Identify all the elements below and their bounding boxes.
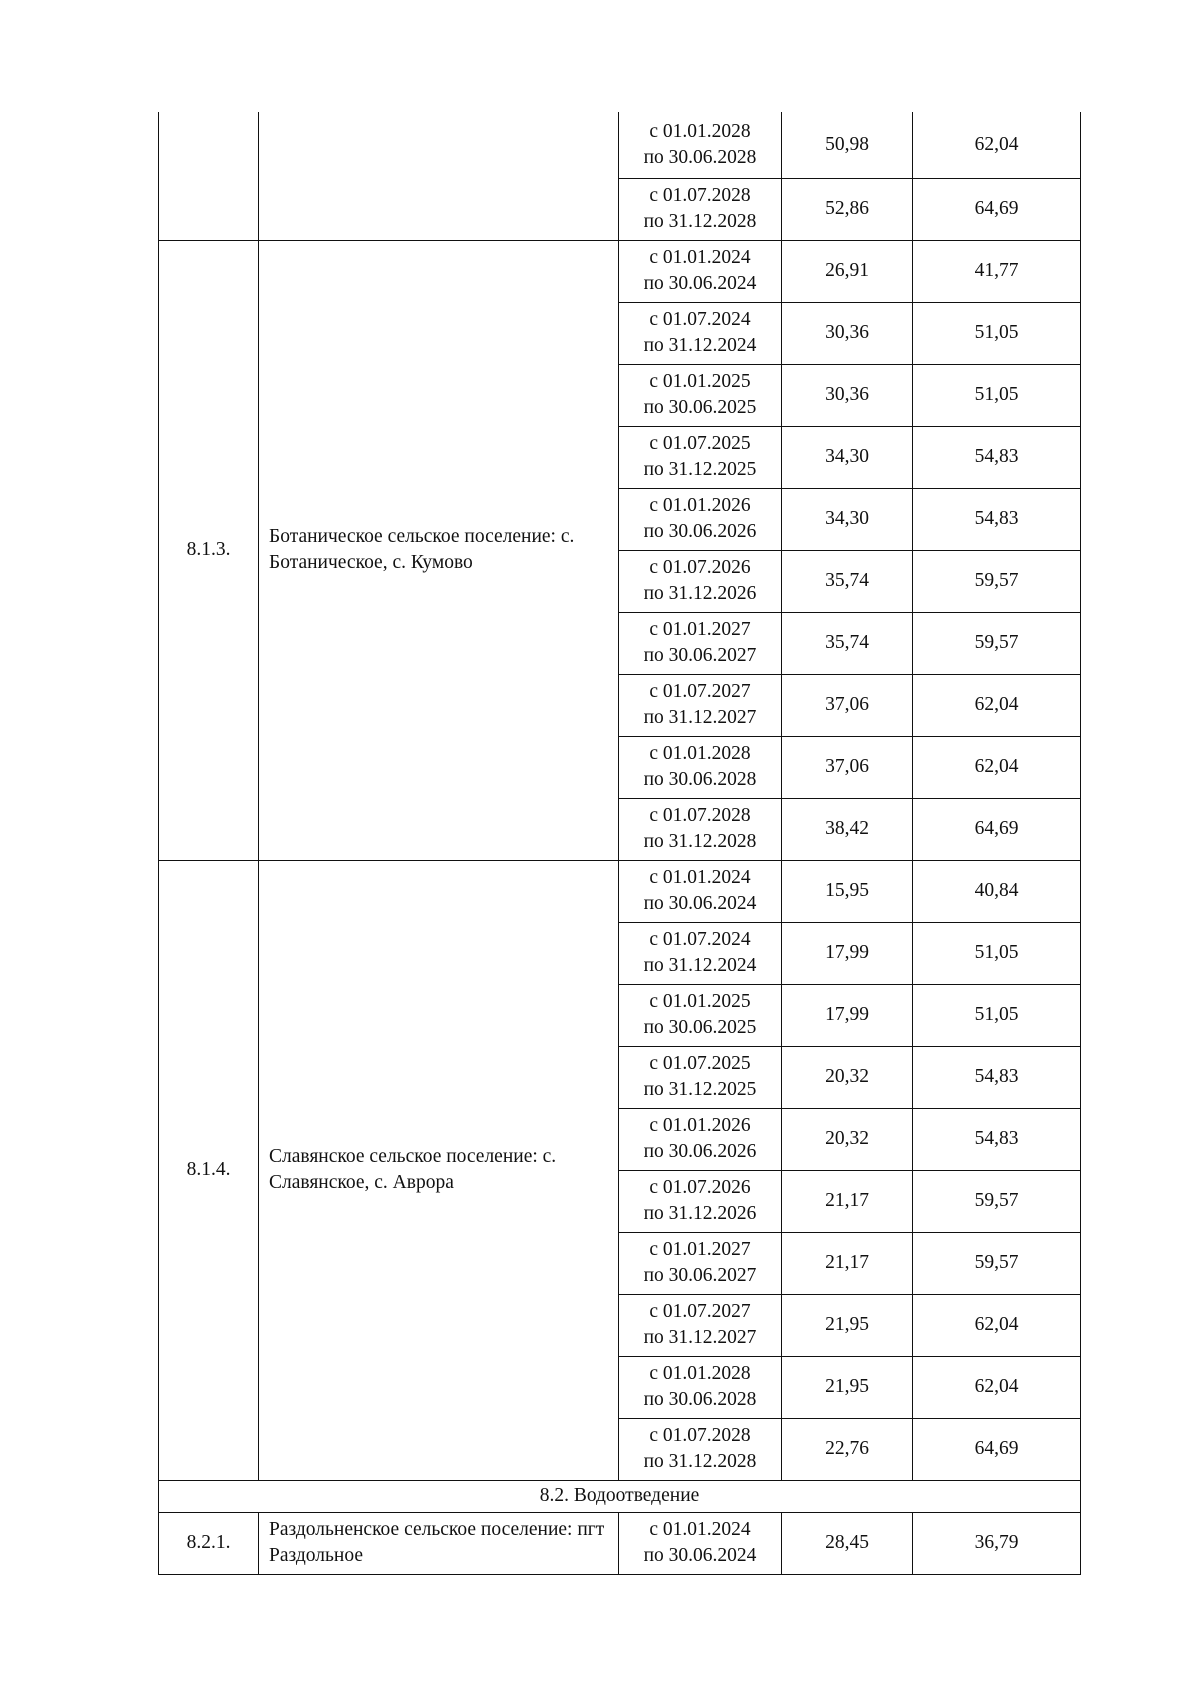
value-1-cell: 21,95 bbox=[782, 1294, 913, 1356]
item-name: Славянское сельское поселение: с. Славянское, с. Аврора bbox=[259, 860, 619, 1480]
period-from: с 01.01.2024 bbox=[649, 247, 751, 268]
period-to: по 30.06.2024 bbox=[643, 1545, 757, 1566]
value-1-cell: 30,36 bbox=[782, 364, 913, 426]
table-row bbox=[159, 1512, 1081, 1574]
period-to: по 30.06.2026 bbox=[643, 521, 757, 542]
item-number: 8.1.4. bbox=[159, 860, 259, 1480]
section-title: 8.2. Водоотведение bbox=[159, 1480, 1081, 1512]
period-from: с 01.01.2027 bbox=[649, 619, 751, 640]
value-2-cell: 41,77 bbox=[913, 240, 1081, 302]
value-1-cell: 26,91 bbox=[782, 240, 913, 302]
value-1-cell: 21,17 bbox=[782, 1170, 913, 1232]
value-2-cell: 59,57 bbox=[913, 1170, 1081, 1232]
value-2-cell: 40,84 bbox=[913, 860, 1081, 922]
period-cell bbox=[619, 178, 782, 240]
value-1-cell: 38,42 bbox=[782, 798, 913, 860]
period-cell bbox=[619, 1108, 782, 1170]
value-2-cell: 51,05 bbox=[913, 364, 1081, 426]
period-to: по 30.06.2028 bbox=[643, 769, 757, 790]
value-2-cell: 59,57 bbox=[913, 1232, 1081, 1294]
period-to: по 31.12.2027 bbox=[643, 707, 757, 728]
period-to: по 30.06.2024 bbox=[643, 893, 757, 914]
item-number-cell bbox=[159, 112, 259, 240]
period-cell bbox=[619, 426, 782, 488]
period-to: по 31.12.2024 bbox=[643, 335, 757, 356]
value-1-cell: 15,95 bbox=[782, 860, 913, 922]
period-cell bbox=[619, 860, 782, 922]
value-2-cell: 36,79 bbox=[913, 1512, 1081, 1574]
period-cell bbox=[619, 1418, 782, 1480]
period-from: с 01.01.2028 bbox=[649, 1363, 751, 1384]
period-cell bbox=[619, 612, 782, 674]
period-from: с 01.07.2028 bbox=[649, 1425, 751, 1446]
period-to: по 30.06.2028 bbox=[643, 146, 757, 168]
period-cell bbox=[619, 364, 782, 426]
period-cell bbox=[619, 1294, 782, 1356]
value-2-cell: 64,69 bbox=[913, 178, 1081, 240]
value-2-cell: 59,57 bbox=[913, 550, 1081, 612]
value-1-cell: 30,36 bbox=[782, 302, 913, 364]
value-2-cell: 62,04 bbox=[913, 1294, 1081, 1356]
value-2-cell: 54,83 bbox=[913, 426, 1081, 488]
value-2-cell: 62,04 bbox=[913, 736, 1081, 798]
period-to: по 30.06.2024 bbox=[643, 273, 757, 294]
period-from: с 01.07.2027 bbox=[649, 681, 751, 702]
value-1-cell: 20,32 bbox=[782, 1108, 913, 1170]
value-1-cell: 37,06 bbox=[782, 736, 913, 798]
period-to: по 30.06.2025 bbox=[643, 1017, 757, 1038]
period-cell bbox=[619, 1170, 782, 1232]
period-to: по 31.12.2028 bbox=[643, 211, 757, 232]
period-from: с 01.07.2026 bbox=[649, 557, 751, 578]
period-from: с 01.01.2026 bbox=[649, 495, 751, 516]
period-cell bbox=[619, 984, 782, 1046]
value-1-cell: 20,32 bbox=[782, 1046, 913, 1108]
period-cell bbox=[619, 798, 782, 860]
value-1-cell: 37,06 bbox=[782, 674, 913, 736]
period-to: по 31.12.2025 bbox=[643, 1079, 757, 1100]
item-name: Ботаническое сельское поселение: с. Ботаническое, с. Кумово bbox=[259, 240, 619, 860]
period-from: с 01.07.2025 bbox=[649, 433, 751, 454]
period-from: с 01.07.2026 bbox=[649, 1177, 751, 1198]
period-to: по 31.12.2026 bbox=[643, 1203, 757, 1224]
tariff-table bbox=[158, 112, 1081, 1575]
period-cell bbox=[619, 1232, 782, 1294]
value-2-cell: 62,04 bbox=[913, 112, 1081, 178]
period-from: с 01.07.2028 bbox=[649, 805, 751, 826]
period-to: по 31.12.2027 bbox=[643, 1327, 757, 1348]
value-2-cell: 51,05 bbox=[913, 984, 1081, 1046]
value-1-cell: 21,95 bbox=[782, 1356, 913, 1418]
period-from: с 01.01.2027 bbox=[649, 1239, 751, 1260]
table-row bbox=[159, 112, 1081, 178]
period-from: с 01.01.2024 bbox=[649, 867, 751, 888]
value-2-cell: 62,04 bbox=[913, 1356, 1081, 1418]
value-1-cell: 52,86 bbox=[782, 178, 913, 240]
period-from: с 01.01.2028 bbox=[649, 743, 751, 764]
value-1-cell: 21,17 bbox=[782, 1232, 913, 1294]
period-to: по 31.12.2024 bbox=[643, 955, 757, 976]
table-row bbox=[159, 240, 1081, 302]
value-1-cell: 28,45 bbox=[782, 1512, 913, 1574]
value-2-cell: 62,04 bbox=[913, 674, 1081, 736]
item-name-cell bbox=[259, 112, 619, 240]
value-2-cell: 54,83 bbox=[913, 1046, 1081, 1108]
value-1-cell: 35,74 bbox=[782, 612, 913, 674]
value-2-cell: 54,83 bbox=[913, 1108, 1081, 1170]
period-cell bbox=[619, 674, 782, 736]
period-from: с 01.01.2024 bbox=[649, 1519, 751, 1540]
period-from: с 01.07.2027 bbox=[649, 1301, 751, 1322]
table-row bbox=[159, 860, 1081, 922]
value-1-cell: 34,30 bbox=[782, 488, 913, 550]
period-cell bbox=[619, 736, 782, 798]
period-cell bbox=[619, 112, 782, 178]
item-name: Раздольненское сельское поселение: пгт Раздольное bbox=[259, 1512, 619, 1574]
section-header-row bbox=[159, 1480, 1081, 1512]
period-from: с 01.07.2028 bbox=[649, 185, 751, 206]
value-1-cell: 34,30 bbox=[782, 426, 913, 488]
value-1-cell: 22,76 bbox=[782, 1418, 913, 1480]
period-to: по 30.06.2026 bbox=[643, 1141, 757, 1162]
period-from: с 01.01.2025 bbox=[649, 371, 751, 392]
period-cell bbox=[619, 922, 782, 984]
period-from: с 01.01.2028 bbox=[649, 120, 751, 142]
period-from: с 01.07.2024 bbox=[649, 929, 751, 950]
period-to: по 31.12.2028 bbox=[643, 831, 757, 852]
value-2-cell: 51,05 bbox=[913, 922, 1081, 984]
period-cell bbox=[619, 240, 782, 302]
value-1-cell: 50,98 bbox=[782, 112, 913, 178]
value-1-cell: 35,74 bbox=[782, 550, 913, 612]
period-cell bbox=[619, 1046, 782, 1108]
value-1-cell: 17,99 bbox=[782, 984, 913, 1046]
period-to: по 31.12.2028 bbox=[643, 1451, 757, 1472]
period-cell bbox=[619, 1512, 782, 1574]
period-from: с 01.07.2025 bbox=[649, 1053, 751, 1074]
period-to: по 31.12.2025 bbox=[643, 459, 757, 480]
period-to: по 30.06.2025 bbox=[643, 397, 757, 418]
value-2-cell: 59,57 bbox=[913, 612, 1081, 674]
period-cell bbox=[619, 550, 782, 612]
period-from: с 01.07.2024 bbox=[649, 309, 751, 330]
period-cell bbox=[619, 488, 782, 550]
item-number: 8.1.3. bbox=[159, 240, 259, 860]
value-2-cell: 64,69 bbox=[913, 1418, 1081, 1480]
period-to: по 30.06.2027 bbox=[643, 645, 757, 666]
value-2-cell: 54,83 bbox=[913, 488, 1081, 550]
period-cell bbox=[619, 302, 782, 364]
period-to: по 31.12.2026 bbox=[643, 583, 757, 604]
value-2-cell: 64,69 bbox=[913, 798, 1081, 860]
value-1-cell: 17,99 bbox=[782, 922, 913, 984]
period-from: с 01.01.2025 bbox=[649, 991, 751, 1012]
period-from: с 01.01.2026 bbox=[649, 1115, 751, 1136]
period-to: по 30.06.2028 bbox=[643, 1389, 757, 1410]
period-cell bbox=[619, 1356, 782, 1418]
item-number: 8.2.1. bbox=[159, 1512, 259, 1574]
period-to: по 30.06.2027 bbox=[643, 1265, 757, 1286]
value-2-cell: 51,05 bbox=[913, 302, 1081, 364]
